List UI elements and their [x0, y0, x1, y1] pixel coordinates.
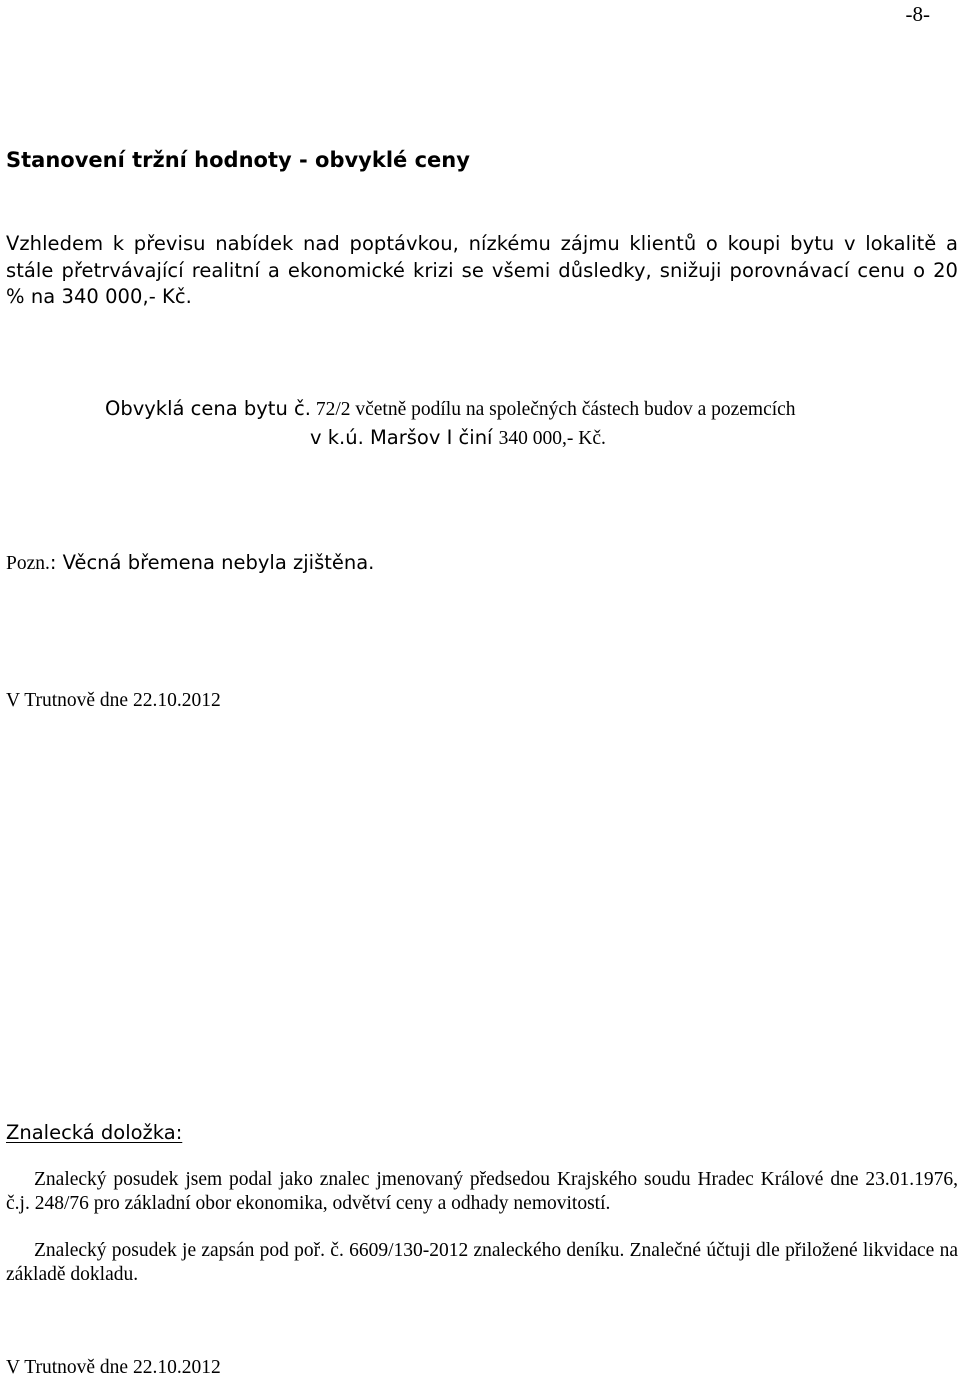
- price-statement-line-2: [310, 426, 606, 450]
- price-statement-line-1: [105, 397, 796, 421]
- expert-clause-paragraph-2: Znalecký posudek je zapsán pod poř. č. 6609/130-2012 znaleckého deníku. Znalečné účtuji dle přiložené likvidace na základě dokladu.: [6, 1240, 958, 1285]
- price-statement-line-2-prefix: v k.ú. Maršov I činí: [310, 426, 499, 449]
- price-statement-line-1-suffix: 72/2 včetně podílu na společných částech budov a pozemcích: [310, 399, 796, 420]
- note-suffix: : Věcná břemena nebyla zjištěna.: [49, 551, 375, 574]
- expert-clause-paragraph-1: Znalecký posudek jsem podal jako znalec jmenovaný předsedou Krajského soudu Hradec Králové dne 23.01.1976, č.j. 248/76 pro základní obor ekonomika, odvětví ceny a odhady nemovitostí.: [6, 1169, 958, 1214]
- section-heading: Stanovení tržní hodnoty - obvyklé ceny: [6, 148, 470, 172]
- signing-date-1: V Trutnově dne 22.10.2012: [6, 690, 221, 711]
- price-statement-line-2-suffix: 340 000,- Kč.: [498, 428, 606, 449]
- note-prefix: Pozn.: [6, 553, 50, 574]
- price-adjustment-paragraph: Vzhledem k převisu nabídek nad poptávkou, nízkému zájmu klientů o koupi bytu v lokalitě a stále přetrvávající realitní a ekonomické krizi se všemi důsledky, snižuji porovnávací cenu o 20 % na 340 000,- Kč.: [6, 232, 958, 308]
- page-number: -8-: [905, 2, 930, 26]
- signing-date-2: V Trutnově dne 22.10.2012: [6, 1357, 221, 1378]
- easement-note: [6, 551, 374, 575]
- price-statement-line-1-prefix: Obvyklá cena bytu č.: [105, 397, 311, 420]
- expert-clause-title: Znalecká doložka:: [6, 1121, 183, 1144]
